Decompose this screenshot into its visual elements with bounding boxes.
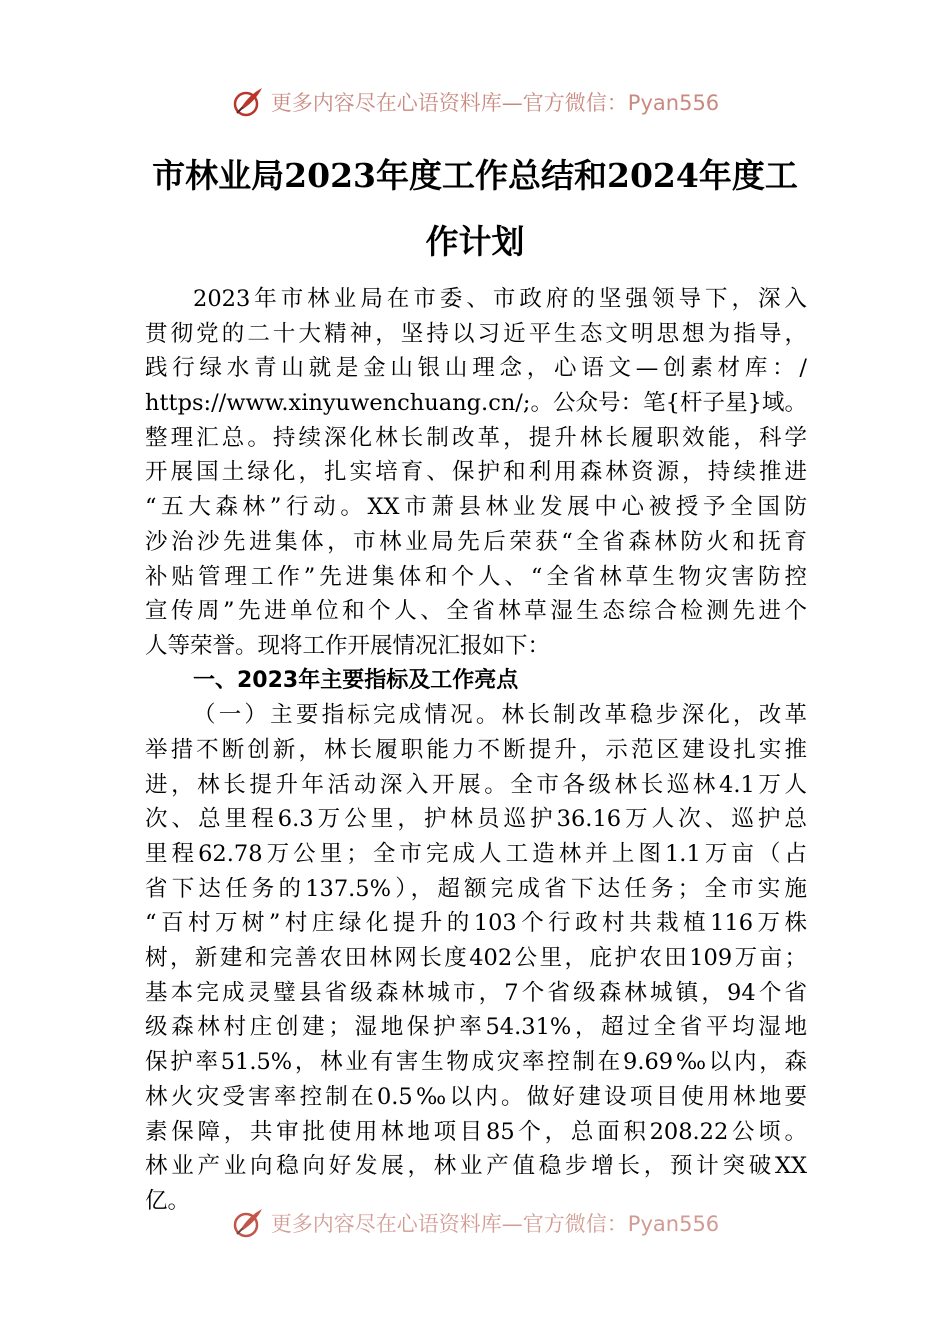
- footer-watermark: [0, 1206, 950, 1240]
- paragraph-line: 举措不断创新，林长履职能力不断提升，示范区建设扎实推: [145, 736, 807, 763]
- header-watermark: [0, 84, 950, 120]
- paragraph-line: 素保障，共审批使用林地项目85个，总面积208.22公顷。: [145, 1118, 807, 1145]
- paragraph-line: 人等荣誉。现将工作开展情况汇报如下：: [145, 632, 551, 659]
- paragraph-line: 里程62.78万公里；全市完成人工造林并上图1.1万亩（占: [145, 841, 807, 867]
- paragraph-line: （一）主要指标完成情况。林长制改革稳步深化，改革: [193, 702, 807, 729]
- paragraph-line: 宣传周”先进单位和个人、全省林草湿生态综合检测先进个: [145, 598, 807, 625]
- paragraph-line: 树，新建和完善农田林网长度402公里，庇护农田109万亩；: [145, 945, 807, 972]
- paragraph-line: 贯彻党的二十大精神，坚持以习近平生态文明思想为指导，: [145, 320, 807, 347]
- paragraph-line: “五大森林”行动。XX市萧县林业发展中心被授予全国防: [145, 494, 807, 521]
- document-title-line-2: 作计划: [425, 222, 525, 261]
- paragraph-line: 整理汇总。持续深化林长制改革，提升林长履职效能，科学: [145, 424, 807, 451]
- paragraph-line: 开展国土绿化，扎实培育、保护和利用森林资源，持续推进: [145, 459, 807, 486]
- watermark-text: 更多内容尽在心语资料库—官方微信：Pyan556: [270, 1212, 720, 1236]
- paragraph-line: 践行绿水青山就是金山银山理念，心语文—创素材库：/: [145, 355, 807, 382]
- pen-feather-icon: [231, 1206, 265, 1240]
- paragraph-line: “百村万树”村庄绿化提升的103个行政村共栽植116万株: [145, 910, 807, 937]
- paragraph-line: 基本完成灵璧县省级森林城市，7个省级森林城镇，94个省: [145, 979, 807, 1006]
- paragraph-line: 2023年市林业局在市委、市政府的坚强领导下，深入: [193, 286, 807, 312]
- paragraph-line: https://www.xinyuwenchuang.cn/;。公众号：笔{杆子星}域。: [145, 390, 807, 417]
- paragraph-line: 补贴管理工作”先进集体和个人、“全省林草生物灾害防控: [145, 563, 807, 590]
- paragraph-line: 亿。: [145, 1187, 191, 1214]
- paragraph-line: 省下达任务的137.5%），超额完成省下达任务；全市实施: [145, 875, 807, 902]
- pen-feather-icon: [231, 85, 265, 119]
- paragraph-line: 进，林长提升年活动深入开展。全市各级林长巡林4.1万人: [145, 771, 807, 798]
- paragraph-line: 林火灾受害率控制在0.5‰以内。做好建设项目使用林地要: [145, 1083, 807, 1110]
- section-heading: 一、2023年主要指标及工作亮点: [193, 667, 519, 693]
- document-title-line-1: 市林业局2023年度工作总结和2024年度工: [152, 156, 798, 195]
- paragraph-line: 级森林村庄创建；湿地保护率54.31%，超过全省平均湿地: [145, 1014, 807, 1041]
- paragraph-line: 次、总里程6.3万公里，护林员巡护36.16万人次、巡护总: [145, 806, 807, 833]
- paragraph-line: 保护率51.5%，林业有害生物成灾率控制在9.69‰以内，森: [145, 1049, 807, 1076]
- paragraph-line: 沙治沙先进集体，市林业局先后荣获“全省森林防火和抚育: [145, 528, 807, 555]
- watermark-text: 更多内容尽在心语资料库—官方微信：Pyan556: [270, 91, 720, 115]
- paragraph-line: 林业产业向稳向好发展，林业产值稳步增长，预计突破XX: [145, 1153, 807, 1180]
- document-body: [145, 282, 807, 1219]
